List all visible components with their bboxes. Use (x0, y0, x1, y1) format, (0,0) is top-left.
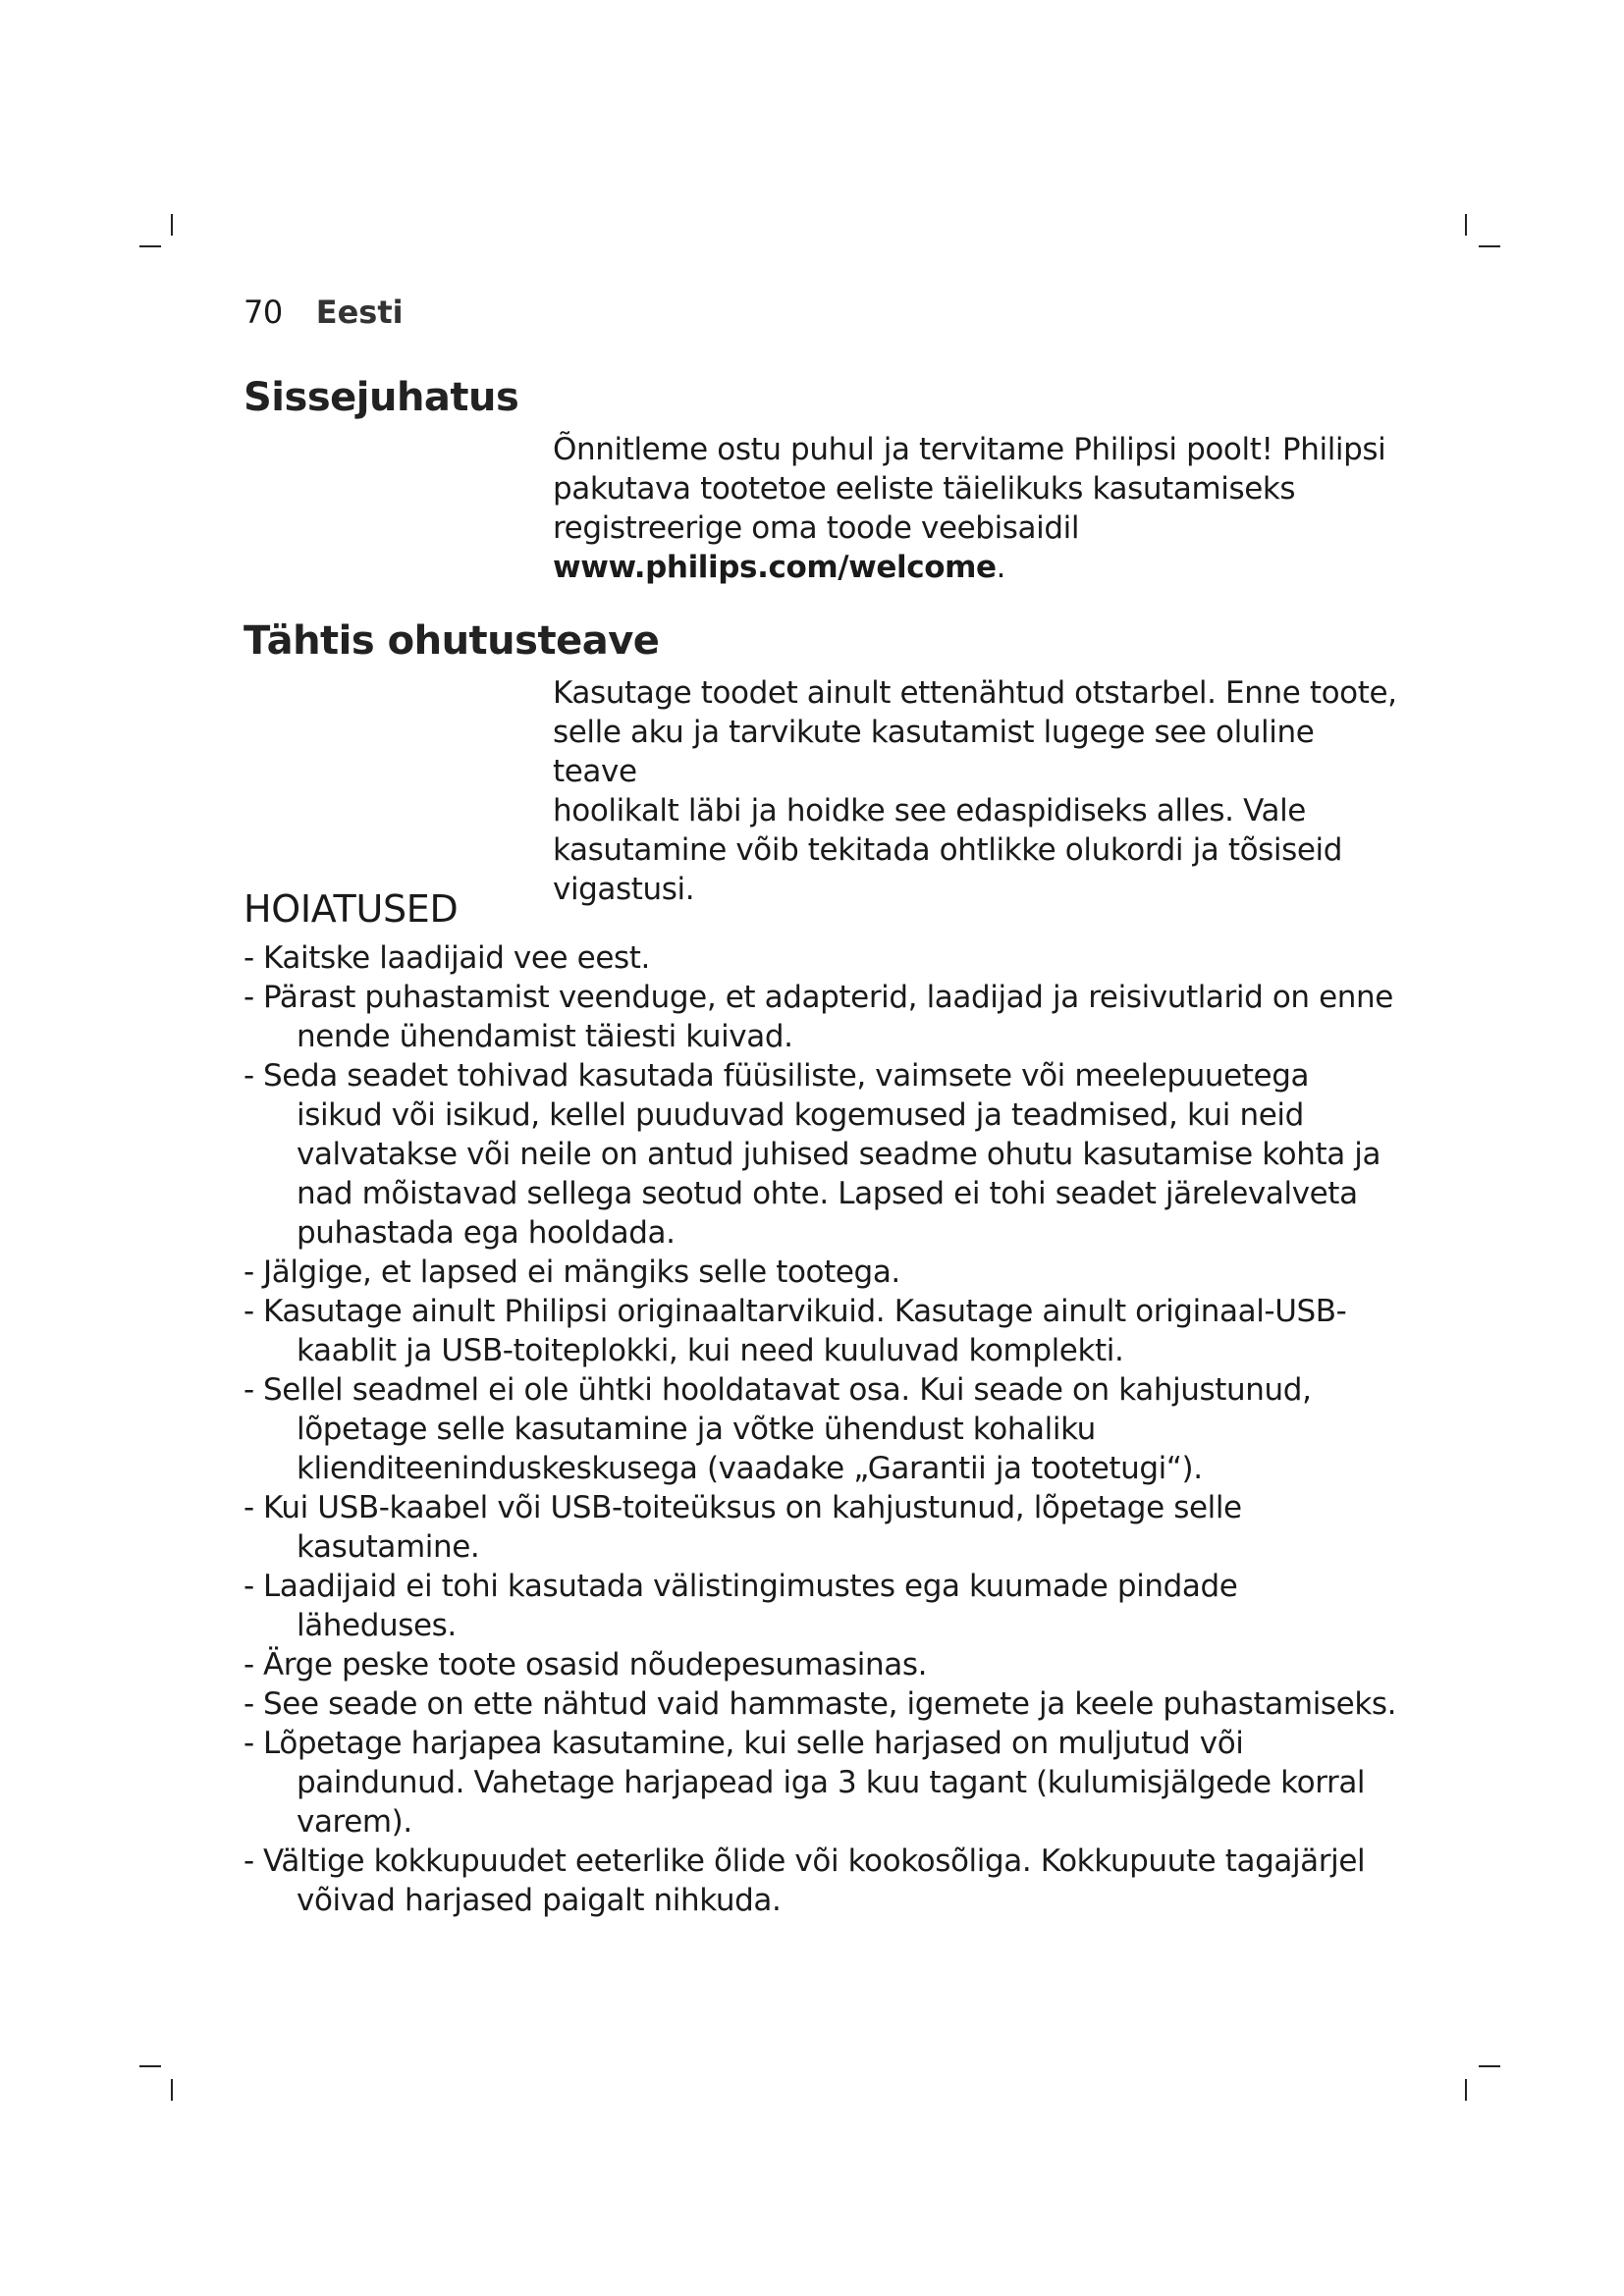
crop-mark-top-right-vertical (1465, 214, 1467, 236)
safety-line: kasutamine võib tekitada ohtlikke olukordi ja tõsiseid (553, 832, 1343, 868)
language-label: Eesti (315, 294, 404, 331)
warnings-list (244, 938, 1402, 1920)
warning-item: - See seade on ette nähtud vaid hammaste, igemete ja keele puhastamiseks. (244, 1686, 1397, 1722)
safety-line: selle aku ja tarvikute kasutamist lugege see oluline teave (553, 715, 1315, 789)
warning-item: - Laadijaid ei tohi kasutada välistingimustes ega kuumade pindade läheduses. (244, 1569, 1238, 1643)
crop-mark-bottom-right-vertical (1465, 2079, 1467, 2101)
crop-mark-top-left-horizontal (139, 245, 161, 247)
warning-item: - Lõpetage harjapea kasutamine, kui selle harjased on muljutud või paindunud. Vahetage harjapead iga 3 kuu tagant (kulumisjälgede korral varem). (244, 1726, 1366, 1840)
intro-line: Õnnitleme ostu puhul ja tervitame Philipsi poolt! Philipsi (553, 432, 1386, 467)
section-title-safety: Tähtis ohutusteave (244, 618, 660, 664)
warning-item: - Vältige kokkupuudet eeterlike õlide või kookosõliga. Kokkupuute tagajärjel võivad harjased paigalt nihkuda. (244, 1843, 1366, 1918)
warnings-title: HOIATUSED (244, 887, 459, 931)
crop-mark-bottom-right-horizontal (1479, 2065, 1500, 2067)
section-title-introduction: Sissejuhatus (244, 375, 519, 420)
intro-line: registreerige oma toode veebisaidil (553, 510, 1080, 546)
warning-item: - Jälgige, et lapsed ei mängiks selle tootega. (244, 1255, 900, 1290)
page-number: 70 (244, 294, 283, 331)
crop-mark-bottom-left-horizontal (139, 2065, 161, 2067)
introduction-paragraph (553, 430, 1397, 587)
safety-line: hoolikalt läbi ja hoidke see edaspidiseks alles. Vale (553, 793, 1306, 828)
warning-item: - Kaitske laadijaid vee eest. (244, 940, 650, 976)
safety-paragraph (553, 673, 1397, 909)
crop-mark-bottom-left-vertical (171, 2079, 173, 2101)
intro-line: pakutava tootetoe eeliste täielikuks kasutamiseks (553, 471, 1296, 507)
crop-mark-top-left-vertical (171, 214, 173, 236)
crop-mark-top-right-horizontal (1479, 245, 1500, 247)
warning-item: - Kui USB-kaabel või USB-toiteüksus on kahjustunud, lõpetage selle kasutamine. (244, 1490, 1242, 1565)
welcome-link[interactable]: www.philips.com/welcome (553, 550, 997, 585)
safety-line: vigastusi. (553, 872, 695, 907)
warning-item: - Pärast puhastamist veenduge, et adapterid, laadijad ja reisivutlarid on enne nende ühendamist täiesti kuivad. (244, 980, 1393, 1054)
warning-item: - Sellel seadmel ei ole ühtki hooldatavat osa. Kui seade on kahjustunud, lõpetage selle kasutamine ja võtke ühendust kohaliku klienditeeninduskeskusega (vaadake „Garantii ja tootetugi“). (244, 1372, 1312, 1486)
link-suffix: . (996, 550, 1006, 585)
warning-item: - Ärge peske toote osasid nõudepesumasinas. (244, 1647, 928, 1682)
warning-item: - Seda seadet tohivad kasutada füüsiliste, vaimsete või meelepuuetega isikud või isikud, kellel puuduvad kogemused ja teadmised, kui neid valvatakse või neile on antud juhised seadme ohutu kasutamise kohta ja nad mõistavad sellega seotud ohte. Lapsed ei tohi seadet järelevalveta puhastada ega hooldada. (244, 1058, 1381, 1251)
safety-line: Kasutage toodet ainult ettenähtud otstarbel. Enne toote, (553, 675, 1397, 711)
page-header (244, 293, 404, 332)
warning-item: - Kasutage ainult Philipsi originaaltarvikuid. Kasutage ainult originaal-USB-kaablit ja USB-toiteplokki, kui need kuuluvad komplekti. (244, 1294, 1347, 1368)
